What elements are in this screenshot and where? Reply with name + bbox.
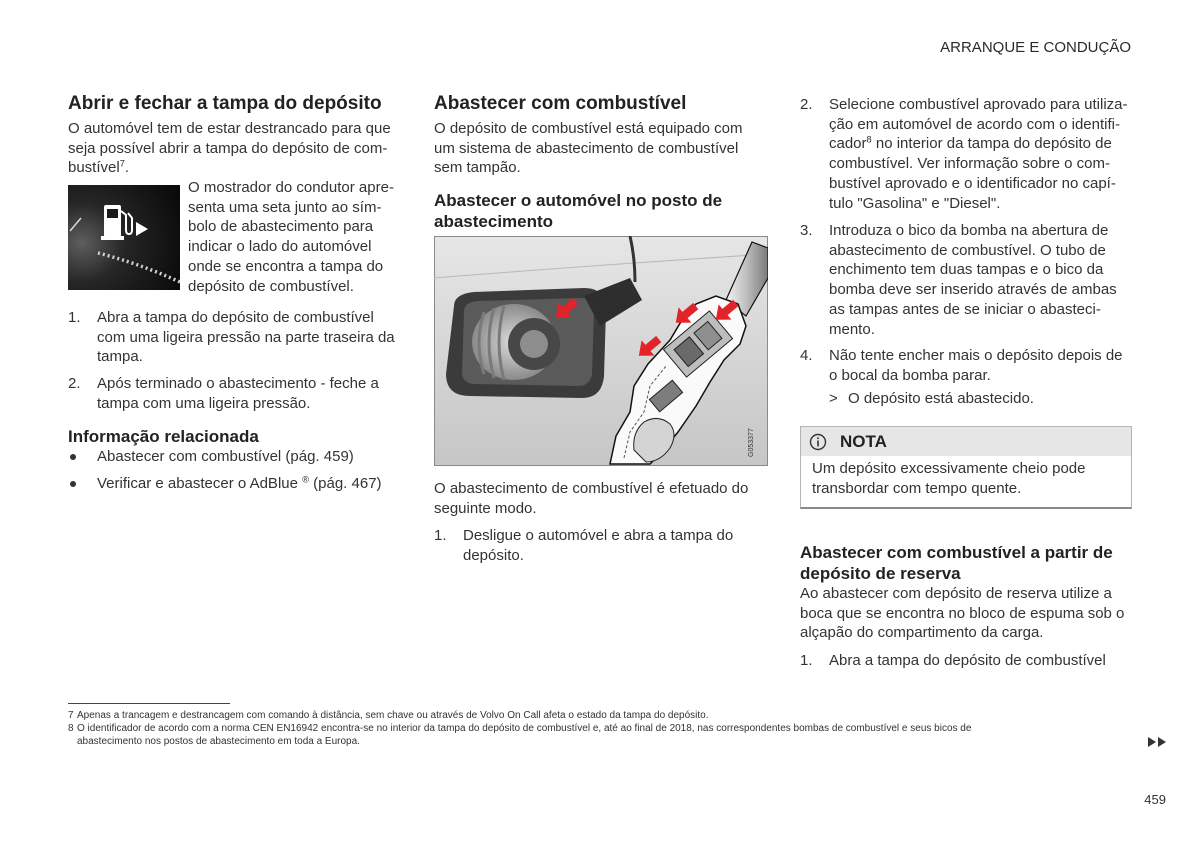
text-line: ção em automóvel de acordo com o identifi- <box>829 115 1120 133</box>
related-link-adblue[interactable] <box>68 474 382 494</box>
intro-paragraph <box>68 119 391 178</box>
text-line: cador$^8$ no interior da tampa do depósito de <box>829 134 1112 153</box>
text-line: boca que se encontra no bloco de espuma sob o <box>800 604 1125 622</box>
step-text <box>97 374 379 413</box>
text-line: combustível. Ver informação sobre o com- <box>829 155 1110 173</box>
step-text <box>97 308 395 367</box>
note-text <box>812 459 1086 498</box>
page-number: 459 <box>1144 792 1166 807</box>
result-text: O depósito está abastecido. <box>848 390 1034 407</box>
superscript-mark: 7 <box>119 158 125 169</box>
text-line: mento. <box>829 320 875 338</box>
text-line: Selecione combustível aprovado para utiliza- <box>829 96 1128 113</box>
related-info-heading: Informação relacionada <box>68 427 259 446</box>
text-line: Ao abastecer com depósito de reserva utilize a <box>800 585 1112 602</box>
step-1-open-door <box>68 308 395 367</box>
step-3-insert-nozzle <box>800 221 1117 339</box>
text-line: onde se encontra a tampa do <box>188 257 384 275</box>
text-line: senta uma seta junto ao sím- <box>188 198 382 216</box>
text-line: seguinte modo. <box>434 499 537 517</box>
related-link-text <box>97 474 382 494</box>
footnote-number: 7 <box>68 710 74 721</box>
text-line: abastecimento de combustível. O tubo de <box>829 241 1106 259</box>
text-line: indicar o lado do automóvel <box>188 238 372 256</box>
text-line: alçapão do compartimento da carga. <box>800 624 1044 642</box>
step-text <box>829 221 1117 339</box>
text-line: tulo "Gasolina" e "Diesel". <box>829 194 1001 212</box>
step-2-close-door <box>68 374 379 413</box>
intro-paragraph <box>434 119 743 178</box>
result-marker: > <box>829 390 838 407</box>
bullet-icon <box>70 481 76 487</box>
step-2-select-fuel <box>800 95 1128 213</box>
text-line: Não tente encher mais o depósito depois de <box>829 347 1123 364</box>
footnote-number: 8 <box>68 723 74 734</box>
step-text <box>829 95 1128 213</box>
footnote-7 <box>68 709 709 722</box>
text-line: Abastecer com combustível a partir de <box>800 543 1113 562</box>
footnote-text <box>77 722 971 748</box>
step-4-do-not-overfill <box>800 346 1123 385</box>
step-number: 1. <box>800 652 813 669</box>
text-line: Abastecer o automóvel no posto de <box>434 191 723 210</box>
step-number: 1. <box>68 309 81 326</box>
text-line: abastecimento nos postos de abastecimento em toda a Europa. <box>77 736 360 747</box>
text-line: o bocal da bomba parar. <box>829 366 991 384</box>
text-line: bomba deve ser inserido através de ambas <box>829 281 1117 299</box>
step-text <box>829 346 1123 385</box>
text-line: bustível$^7$. <box>68 158 130 177</box>
heading-refuelling: Abastecer com combustível <box>434 93 687 114</box>
related-link-text <box>97 447 354 467</box>
step-number: 3. <box>800 222 813 239</box>
text-line: Um depósito excessivamente cheio pode <box>812 460 1086 477</box>
text-line: Após terminado o abastecimento - feche a <box>97 375 379 392</box>
step-result <box>829 389 1034 409</box>
text-line: Abastecer com combustível (pág. 459) <box>97 448 354 465</box>
text-line: Desligue o automóvel e abra a tampa do <box>463 527 734 544</box>
text-line: abastecimento <box>434 212 554 231</box>
note-box <box>800 426 1132 509</box>
text-line: Apenas a trancagem e destrancagem com comando à distância, sem chave ou através de Volvo On Call afeta o estado da tampa do depósito. <box>77 710 709 721</box>
text-line: transbordar com tempo quente. <box>812 479 1022 497</box>
text-line: tampa com uma ligeira pressão. <box>97 394 311 412</box>
superscript-mark: ® <box>302 474 309 485</box>
footnote-8 <box>68 722 971 748</box>
bullet-icon <box>70 454 76 460</box>
section-title: ARRANQUE E CONDUÇÃO <box>940 39 1131 56</box>
text-line: sem tampão. <box>434 159 521 177</box>
text-line: depósito de reserva <box>800 564 961 583</box>
related-link-refuelling[interactable] <box>68 447 354 467</box>
text-line: as tampas antes de se iniciar o abasteci- <box>829 300 1101 318</box>
reserve-intro <box>800 584 1124 643</box>
fuel-filler-image <box>434 236 768 466</box>
subheading-fuel-station <box>434 190 722 232</box>
heading-open-close-fuel-door: Abrir e fechar a tampa do depósito <box>68 93 382 114</box>
bullet <box>68 474 97 494</box>
text-line: depósito. <box>463 546 524 564</box>
text-line: O abastecimento de combustível é efetuado do <box>434 480 749 497</box>
text-line: Abra a tampa do depósito de combustível <box>97 309 374 326</box>
step-number: 2. <box>68 375 81 392</box>
heading-reserve-can <box>800 542 1113 584</box>
text-line: bustível aprovado e o identificador no capí- <box>829 174 1116 192</box>
continue-arrows-icon[interactable] <box>1148 737 1167 747</box>
text-line: Verificar e abastecer o AdBlue ® (pág. 467) <box>97 474 382 492</box>
text-line: depósito de combustível. <box>188 277 354 295</box>
text-line: seja possível abrir a tampa do depósito de com- <box>68 139 388 157</box>
text-line: O automóvel tem de estar destrancado para que <box>68 120 391 137</box>
text-line: tampa. <box>97 348 143 366</box>
step-1-switch-off <box>434 526 733 565</box>
superscript-mark: 8 <box>866 134 872 145</box>
text-line: bolo de abastecimento para <box>188 218 374 236</box>
text-line: O depósito de combustível está equipado com <box>434 120 743 137</box>
note-header <box>801 427 1131 456</box>
step-text <box>463 526 733 565</box>
text-line: Introduza o bico da bomba na abertura de <box>829 222 1109 239</box>
text-line: com uma ligeira pressão na parte traseira da <box>97 328 395 346</box>
note-title: NOTA <box>840 432 887 451</box>
driver-display-image <box>68 185 180 290</box>
display-caption <box>188 178 394 296</box>
image-code: G053377 <box>748 428 755 457</box>
text-line: enchimento tem duas tampas e o bico da <box>829 261 1104 279</box>
footnote-text <box>77 709 709 722</box>
footnote-separator <box>68 703 230 704</box>
text-line: O identificador de acordo com a norma CEN EN16942 encontra-se no interior da tampa do depósito de combustível e, até ao final de 2018, nas correspondentes bombas de combustível e seus bicos de <box>77 723 972 734</box>
text-line: Abra a tampa do depósito de combustível <box>829 652 1106 669</box>
text-line: um sistema de abastecimento de combustível <box>434 139 739 157</box>
step-number: 1. <box>434 527 447 544</box>
procedure-intro <box>434 479 748 518</box>
step-number: 2. <box>800 96 813 113</box>
step-number: 4. <box>800 347 813 364</box>
info-icon <box>809 433 827 451</box>
text-line: O mostrador do condutor apre- <box>188 179 394 196</box>
step-text <box>829 651 1106 671</box>
bullet <box>68 447 97 467</box>
step-1-reserve-open-door <box>800 651 1106 671</box>
